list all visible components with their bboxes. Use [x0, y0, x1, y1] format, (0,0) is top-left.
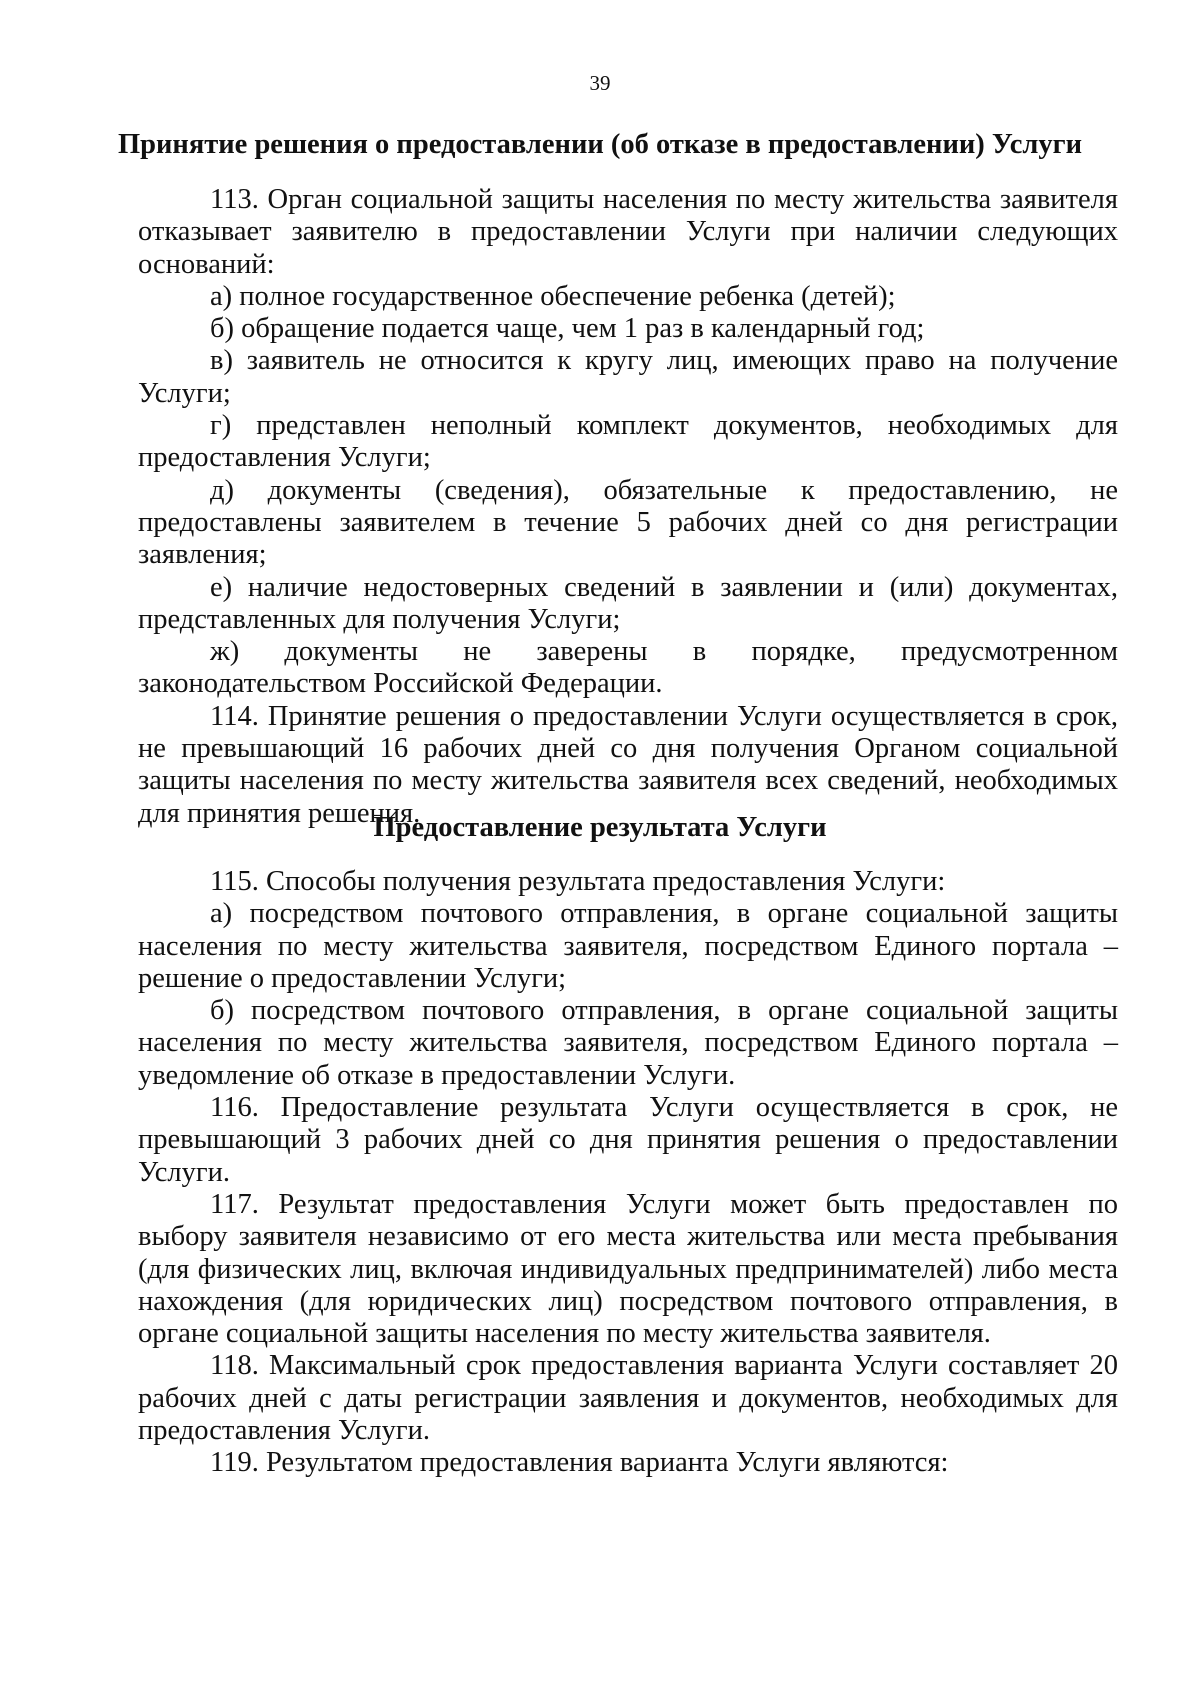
section-result-body — [138, 866, 1118, 1480]
result-method-a: а) посредством почтового отправления, в органе социальной защиты населения по месту жительства заявителя, посредством Единого портала – решение о предоставлении Услуги; — [138, 898, 1118, 994]
list-item-d: д) документы (сведения), обязательные к предоставлению, не предоставлены заявителем в течение 5 рабочих дней со дня регистрации заявления; — [138, 474, 1118, 571]
list-item-b: б) обращение подается чаще, чем 1 раз в календарный год; — [210, 313, 925, 345]
list-item-v: в) заявитель не относится к кругу лиц, имеющих право на получение Услуги; — [138, 345, 1118, 409]
result-method-b: б) посредством почтового отправления, в органе социальной защиты населения по месту жительства заявителя, посредством Единого портала – уведомление об отказе в предоставлении Услуги. — [138, 995, 1118, 1091]
paragraph-115: 115. Способы получения результата предоставления Услуги: — [210, 866, 946, 897]
section-title-result: Предоставление результата Услуги — [373, 812, 827, 843]
paragraph-119: 119. Результатом предоставления варианта Услуги являются: — [210, 1447, 949, 1479]
section-title-decision: Принятие решения о предоставлении (об отказе в предоставлении) Услуги — [117, 129, 1082, 160]
list-item-e: е) наличие недостоверных сведений в заявлении и (или) документах, представленных для получения Услуги; — [138, 571, 1118, 635]
list-item-zh: ж) документы не заверены в порядке, предусмотренном законодательством Российской Федерации. — [138, 636, 1118, 700]
paragraph-117: 117. Результат предоставления Услуги может быть предоставлен по выбору заявителя независимо от его места жительства или места пребывания (для физических лиц, включая индивидуальных предпринимателей) либо места нахождения (для юридических лиц) посредством почтового отправления, в органе социальной защиты населения по месту жительства заявителя. — [138, 1188, 1118, 1350]
list-item-g: г) представлен неполный комплект документов, необходимых для предоставления Услуги; — [138, 410, 1118, 474]
section-decision-body — [138, 184, 1118, 830]
paragraph-116: 116. Предоставление результата Услуги осуществляется в срок, не превышающий 3 рабочих дней со дня принятия решения о предоставлении Услуги. — [138, 1092, 1118, 1188]
page-number: 39 — [589, 71, 611, 95]
paragraph-114: 114. Принятие решения о предоставлении Услуги осуществляется в срок, не превышающий 16 рабочих дней со дня получения Органом социальной защиты населения по месту жительства заявителя всех сведений, необходимых для принятия решения. — [138, 700, 1118, 829]
paragraph-113: 113. Орган социальной защиты населения по месту жительства заявителя отказывает заявителю в предоставлении Услуги при наличии следующих оснований: — [138, 184, 1118, 280]
list-item-a: а) полное государственное обеспечение ребенка (детей); — [210, 280, 896, 312]
paragraph-118: 118. Максимальный срок предоставления варианта Услуги составляет 20 рабочих дней с даты регистрации заявления и документов, необходимых для предоставления Услуги. — [138, 1350, 1118, 1447]
